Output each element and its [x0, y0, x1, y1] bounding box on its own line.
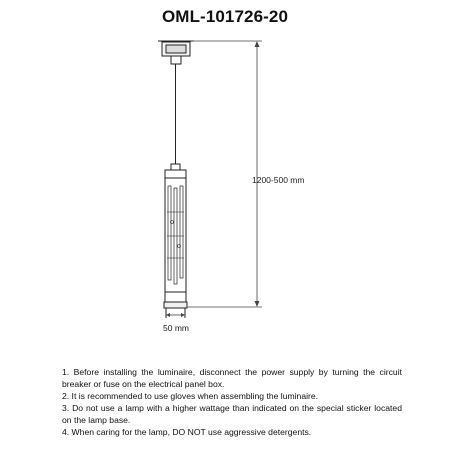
height-label: 1200-500 mm	[252, 175, 305, 185]
width-dimension	[166, 313, 185, 317]
note-2: 2. It is recommended to use gloves when assembling the luminaire.	[62, 391, 319, 401]
cable-grip	[171, 164, 180, 170]
note-4: 4. When caring for the lamp, DO NOT use aggressive detergents.	[62, 427, 312, 437]
note-3: 3. Do not use a lamp with a higher wattage than indicated on the special sticker located on the lamp base.	[62, 403, 402, 425]
height-dimension	[255, 41, 260, 307]
note-1: 1. Before installing the luminaire, disconnect the power supply by turning the circuit breaker or fuse on the electrical panel box.	[62, 367, 402, 389]
width-label: 50 mm	[163, 323, 189, 333]
mount-adapter	[158, 41, 194, 64]
installation-notes	[62, 366, 402, 438]
lamp-body	[165, 170, 186, 302]
product-title: OML-101726-20	[161, 7, 289, 26]
